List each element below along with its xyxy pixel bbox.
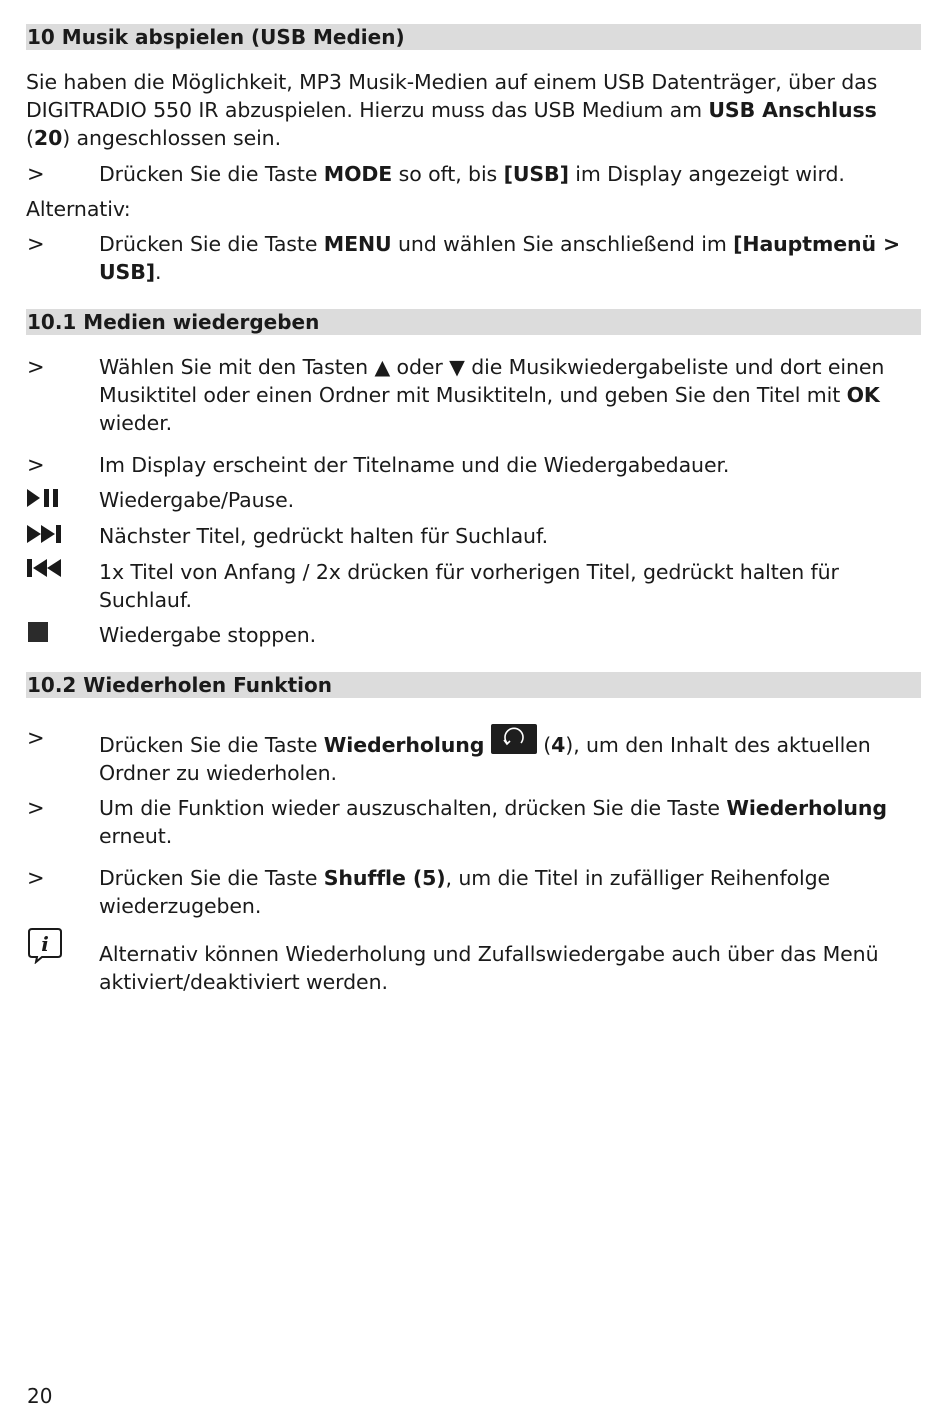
key-shuffle: Shuffle (5) [323, 866, 446, 890]
note-text: Alternativ können Wiederholung und Zufallswiedergabe auch über das Menü aktiviert/deaktiviert werden. [99, 942, 879, 994]
text-span: wieder. [99, 411, 173, 435]
skip-next-icon [27, 525, 63, 543]
step-display-text: Im Display erscheint der Titelname und die Wiedergabedauer. [99, 453, 730, 477]
section-heading-10-2: 10.2 Wiederholen Funktion [26, 672, 921, 698]
step-shuffle-text [99, 864, 919, 920]
section-heading-10: 10 Musik abspielen (USB Medien) [26, 24, 921, 50]
key-repeat: Wiederholung [726, 796, 887, 820]
step-mode-text [99, 160, 919, 188]
stop-icon [27, 621, 49, 643]
intro-text-b: ( [26, 126, 34, 150]
section-heading-10-1: 10.1 Medien wiedergeben [26, 309, 921, 335]
prev-text: 1x Titel von Anfang / 2x drücken für vorherigen Titel, gedrückt halten für Suchlauf. [99, 560, 839, 612]
text-span: ), um den Inhalt des aktuellen Ordner zu wiederholen. [99, 733, 871, 785]
key-repeat: Wiederholung [323, 733, 485, 757]
bullet-marker: > [27, 162, 45, 186]
text-span: . [155, 260, 162, 284]
text-span: Drücken Sie die Taste [99, 733, 324, 757]
key-mode: MODE [323, 162, 393, 186]
text-span: Drücken Sie die Taste [99, 232, 324, 256]
intro-paragraph [26, 68, 921, 152]
intro-usb-port: USB Anschluss [708, 98, 877, 122]
skip-previous-icon [27, 559, 63, 577]
info-icon [27, 926, 65, 964]
intro-port-number: 20 [33, 126, 63, 150]
bullet-marker: > [27, 232, 45, 256]
intro-text-c: ) angeschlossen sein. [62, 126, 281, 150]
menu-path: [Hauptmenü > USB] [99, 232, 901, 284]
text-span: so oft, bis [392, 162, 504, 186]
bullet-marker: > [27, 355, 45, 379]
text-span: , um die Titel in zufälliger Reihenfolge wiederzugeben. [99, 866, 831, 918]
text-span: im Display angezeigt wird. [568, 162, 845, 186]
next-text: Nächster Titel, gedrückt halten für Suchlauf. [99, 524, 548, 548]
bullet-marker: > [27, 866, 45, 890]
step-select-text [99, 353, 919, 437]
bullet-marker: > [27, 796, 45, 820]
text-span: Wählen Sie mit den Tasten ▲ oder ▼ die Musikwiedergabeliste und dort einen Musiktitel oder einen Ordner mit Musiktiteln, und geben Sie den Titel mit [99, 355, 885, 407]
key-ok: OK [846, 383, 880, 407]
text-span: ( [536, 733, 552, 757]
repeat-button-icon [491, 724, 537, 754]
text-span: Drücken Sie die Taste [99, 866, 324, 890]
bullet-marker: > [27, 726, 45, 750]
text-span: und wählen Sie anschließend im [391, 232, 734, 256]
play-pause-icon [27, 489, 61, 507]
bullet-marker: > [27, 453, 45, 477]
step-repeat-off-text [99, 794, 919, 850]
text-span: Um die Funktion wieder auszuschalten, drücken Sie die Taste [99, 796, 727, 820]
step-menu-text [99, 230, 919, 286]
key-menu: MENU [323, 232, 392, 256]
alternative-label: Alternativ: [26, 197, 131, 221]
button-number: 4 [551, 733, 566, 757]
text-span: erneut. [99, 824, 173, 848]
step-repeat-text [99, 724, 919, 787]
svg-text:i: i [41, 932, 49, 956]
text-span: Drücken Sie die Taste [99, 162, 324, 186]
intro-text-a: Sie haben die Möglichkeit, MP3 Musik-Medien auf einem USB Datenträger, über das DIGITRADIO 550 IR abzuspielen. Hierzu muss das USB Medium am [26, 70, 878, 122]
play-pause-text: Wiedergabe/Pause. [99, 488, 295, 512]
display-usb: [USB] [503, 162, 569, 186]
stop-text: Wiedergabe stoppen. [99, 623, 317, 647]
page-number: 20 [27, 1384, 53, 1408]
